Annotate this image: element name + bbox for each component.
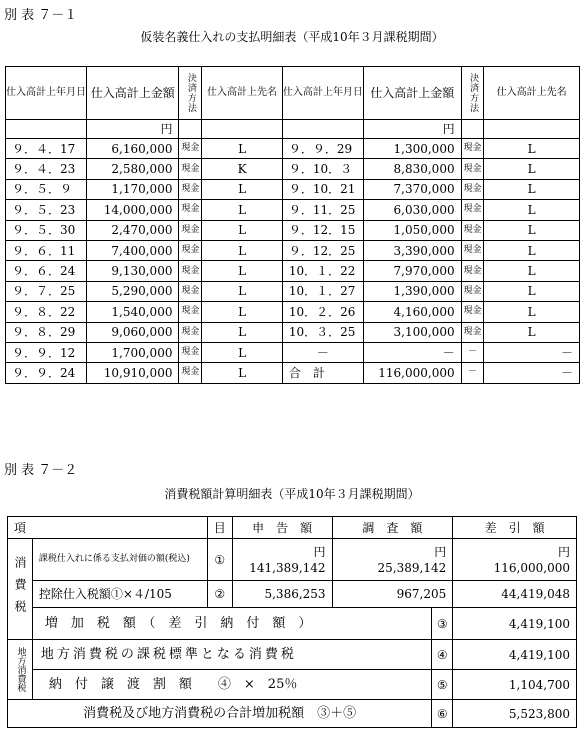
table2-row-3: [8, 608, 577, 640]
cell-vendor-left: L: [202, 342, 283, 362]
cell-method-right: 現金: [461, 159, 484, 179]
table-row: [6, 281, 580, 301]
row2-num: ②: [207, 581, 232, 608]
cell-date-left: ９．５．23: [6, 200, 87, 220]
row1-shinkoku: 円 141,389,142: [232, 539, 332, 581]
cell-date-left: ９．８．29: [6, 322, 87, 342]
payment-detail-table: [5, 66, 580, 384]
cell-vendor-right: L: [484, 200, 580, 220]
cell-date-left: ９．７．25: [6, 281, 87, 301]
table-row: [6, 322, 580, 342]
row2-label: 控除仕入税額①×４/105: [32, 581, 207, 608]
cell-method-left: 現金: [179, 281, 202, 301]
cell-method-right: －: [461, 342, 484, 362]
cell-date-left: ９．９．12: [6, 342, 87, 362]
header-method-left: 決済方法: [179, 67, 202, 120]
cell-amount-left: 10,910,000: [87, 363, 179, 383]
cell-date-left: ９．８．22: [6, 302, 87, 322]
cell-vendor-left: L: [202, 261, 283, 281]
row2-chosa: 967,205: [332, 581, 453, 608]
cell-amount-left: 2,580,000: [87, 159, 179, 179]
cell-amount-right: 7,370,000: [363, 179, 461, 199]
cell-vendor-right: L: [484, 240, 580, 260]
cell-vendor-left: L: [202, 139, 283, 159]
table-row: [6, 139, 580, 159]
header-amount-left: 仕入高計上金額: [87, 67, 179, 120]
cell-method-right: 現金: [461, 139, 484, 159]
table2-row-5: [8, 670, 577, 700]
row1-num: ①: [207, 539, 232, 581]
cell-amount-left: 6,160,000: [87, 139, 179, 159]
cell-date-right: 10．１．27: [282, 281, 363, 301]
unit-yen-left: 円: [87, 120, 179, 139]
table-row: [6, 302, 580, 322]
cell-amount-right: 4,160,000: [363, 302, 461, 322]
table-row: [6, 261, 580, 281]
group-chiho: 地方消費税: [8, 640, 33, 700]
table2-row-6: [8, 700, 577, 728]
cell-vendor-right: －: [484, 342, 580, 362]
cell-method-right: 現金: [461, 200, 484, 220]
cell-method-right: 現金: [461, 261, 484, 281]
row5-sabiki: 1,104,700: [453, 670, 577, 700]
cell-amount-left: 7,400,000: [87, 240, 179, 260]
cell-method-right: －: [461, 363, 484, 383]
cell-date-left: ９．５．30: [6, 220, 87, 240]
cell-vendor-left: L: [202, 179, 283, 199]
cell-date-right: ９．12．15: [282, 220, 363, 240]
cell-date-left: ９．６．11: [6, 240, 87, 260]
row4-sabiki: 4,419,100: [453, 640, 577, 670]
cell-method-left: 現金: [179, 240, 202, 260]
row2-shinkoku: 5,386,253: [232, 581, 332, 608]
row6-sabiki: 5,523,800: [453, 700, 577, 728]
row4-num: ④: [432, 640, 453, 670]
cell-amount-left: 2,470,000: [87, 220, 179, 240]
cell-date-right: ９．12．25: [282, 240, 363, 260]
cell-vendor-right: L: [484, 179, 580, 199]
table-row: [6, 179, 580, 199]
cell-method-right: 現金: [461, 281, 484, 301]
table2-title: 消費税額計算明細表（平成10年３月課税期間）: [164, 487, 420, 501]
head-sabiki: 差 引 額: [453, 517, 577, 539]
cell-amount-right: 1,050,000: [363, 220, 461, 240]
cell-date-left: ９．４．23: [6, 159, 87, 179]
cell-vendor-right: L: [484, 281, 580, 301]
cell-vendor-right: L: [484, 322, 580, 342]
cell-amount-right: 1,300,000: [363, 139, 461, 159]
cell-amount-right: 1,390,000: [363, 281, 461, 301]
tax-calculation-table: [7, 516, 577, 728]
cell-vendor-right: L: [484, 139, 580, 159]
cell-date-right: ９．11．25: [282, 200, 363, 220]
cell-amount-left: 1,540,000: [87, 302, 179, 322]
cell-method-left: 現金: [179, 179, 202, 199]
cell-date-right: 合 計: [282, 363, 363, 383]
group-shohizei: 消費税: [8, 539, 33, 640]
header-amount-right: 仕入高計上金額: [363, 67, 461, 120]
cell-date-left: ９．６．24: [6, 261, 87, 281]
table2-row-1: [8, 539, 577, 581]
cell-vendor-right: L: [484, 159, 580, 179]
table-row: [6, 200, 580, 220]
header-vendor-right: 仕入高計上先名: [484, 67, 580, 120]
unit-yen-right: 円: [363, 120, 461, 139]
table2-row-2: [8, 581, 577, 608]
row1-chosa: 円 25,389,142: [332, 539, 453, 581]
cell-vendor-left: L: [202, 363, 283, 383]
cell-method-right: 現金: [461, 322, 484, 342]
cell-amount-left: 14,000,000: [87, 200, 179, 220]
table2-row-4: [8, 640, 577, 670]
cell-amount-right: 8,830,000: [363, 159, 461, 179]
table1-unit-row: [6, 120, 580, 139]
head-moku: 目: [207, 517, 232, 539]
header-date-right: 仕入高計上年月日: [282, 67, 363, 120]
row2-sabiki: 44,419,048: [453, 581, 577, 608]
cell-method-right: 現金: [461, 179, 484, 199]
row3-sabiki: 4,419,100: [453, 608, 577, 640]
head-shinkoku: 申 告 額: [232, 517, 332, 539]
cell-vendor-left: K: [202, 159, 283, 179]
cell-amount-left: 1,700,000: [87, 342, 179, 362]
cell-amount-left: 9,130,000: [87, 261, 179, 281]
row6-num: ⑥: [432, 700, 453, 728]
cell-vendor-left: L: [202, 322, 283, 342]
table2-label: 別 表 ７－２: [4, 463, 78, 478]
row5-num: ⑤: [432, 670, 453, 700]
header-method-right: 決済方法: [461, 67, 484, 120]
head-item: 項: [8, 517, 208, 539]
cell-vendor-right: L: [484, 302, 580, 322]
cell-amount-left: 9,060,000: [87, 322, 179, 342]
cell-method-left: 現金: [179, 363, 202, 383]
cell-method-left: 現金: [179, 302, 202, 322]
header-vendor-left: 仕入高計上先名: [202, 67, 283, 120]
row1-label: 課税仕入れに係る支払対価の額(税込): [32, 539, 207, 581]
cell-method-left: 現金: [179, 342, 202, 362]
cell-vendor-right: L: [484, 220, 580, 240]
cell-date-right: ９．10．３: [282, 159, 363, 179]
cell-date-left: ９．９．24: [6, 363, 87, 383]
cell-method-right: 現金: [461, 240, 484, 260]
cell-date-right: －: [282, 342, 363, 362]
table-row: [6, 342, 580, 362]
cell-date-right: ９．９．29: [282, 139, 363, 159]
cell-amount-left: 1,170,000: [87, 179, 179, 199]
cell-vendor-left: L: [202, 200, 283, 220]
cell-vendor-left: L: [202, 302, 283, 322]
table1-header-row: [6, 67, 580, 120]
cell-date-right: 10．１．22: [282, 261, 363, 281]
cell-vendor-right: －: [484, 363, 580, 383]
cell-amount-right: 3,390,000: [363, 240, 461, 260]
row3-num: ③: [432, 608, 453, 640]
cell-amount-right: 116,000,000: [363, 363, 461, 383]
header-date-left: 仕入高計上年月日: [6, 67, 87, 120]
table-row: [6, 159, 580, 179]
cell-date-right: 10．３．25: [282, 322, 363, 342]
row3-label: 増 加 税 額 （ 差 引 納 付 額 ）: [32, 608, 431, 640]
row5-label: 納 付 譲 渡 割 額 ④ × 25％: [32, 670, 431, 700]
table1-title: 仮装名義仕入れの支払明細表（平成10年３月課税期間）: [140, 30, 444, 44]
cell-vendor-left: L: [202, 220, 283, 240]
cell-amount-right: 6,030,000: [363, 200, 461, 220]
cell-date-right: ９．10．21: [282, 179, 363, 199]
cell-date-right: 10．２．26: [282, 302, 363, 322]
cell-method-right: 現金: [461, 220, 484, 240]
table1-label: 別 表 ７－１: [4, 8, 78, 23]
cell-vendor-right: L: [484, 261, 580, 281]
cell-amount-right: 7,970,000: [363, 261, 461, 281]
table2-header-row: [8, 517, 577, 539]
cell-amount-right: －: [363, 342, 461, 362]
head-chosa: 調 査 額: [332, 517, 453, 539]
cell-date-left: ９．５．９: [6, 179, 87, 199]
cell-vendor-left: L: [202, 240, 283, 260]
cell-amount-left: 5,290,000: [87, 281, 179, 301]
cell-date-left: ９．４．17: [6, 139, 87, 159]
row4-label: 地方消費税の課税標準となる消費税: [32, 640, 431, 670]
cell-method-left: 現金: [179, 322, 202, 342]
cell-method-left: 現金: [179, 159, 202, 179]
cell-method-left: 現金: [179, 220, 202, 240]
cell-amount-right: 3,100,000: [363, 322, 461, 342]
cell-method-left: 現金: [179, 261, 202, 281]
cell-method-left: 現金: [179, 139, 202, 159]
cell-method-left: 現金: [179, 200, 202, 220]
table-row: [6, 240, 580, 260]
table-row: [6, 220, 580, 240]
cell-method-right: 現金: [461, 302, 484, 322]
table-row: [6, 363, 580, 383]
cell-vendor-left: L: [202, 281, 283, 301]
row1-sabiki: 円 116,000,000: [453, 539, 577, 581]
row6-label: 消費税及び地方消費税の合計増加税額 ③＋⑤: [8, 700, 432, 728]
